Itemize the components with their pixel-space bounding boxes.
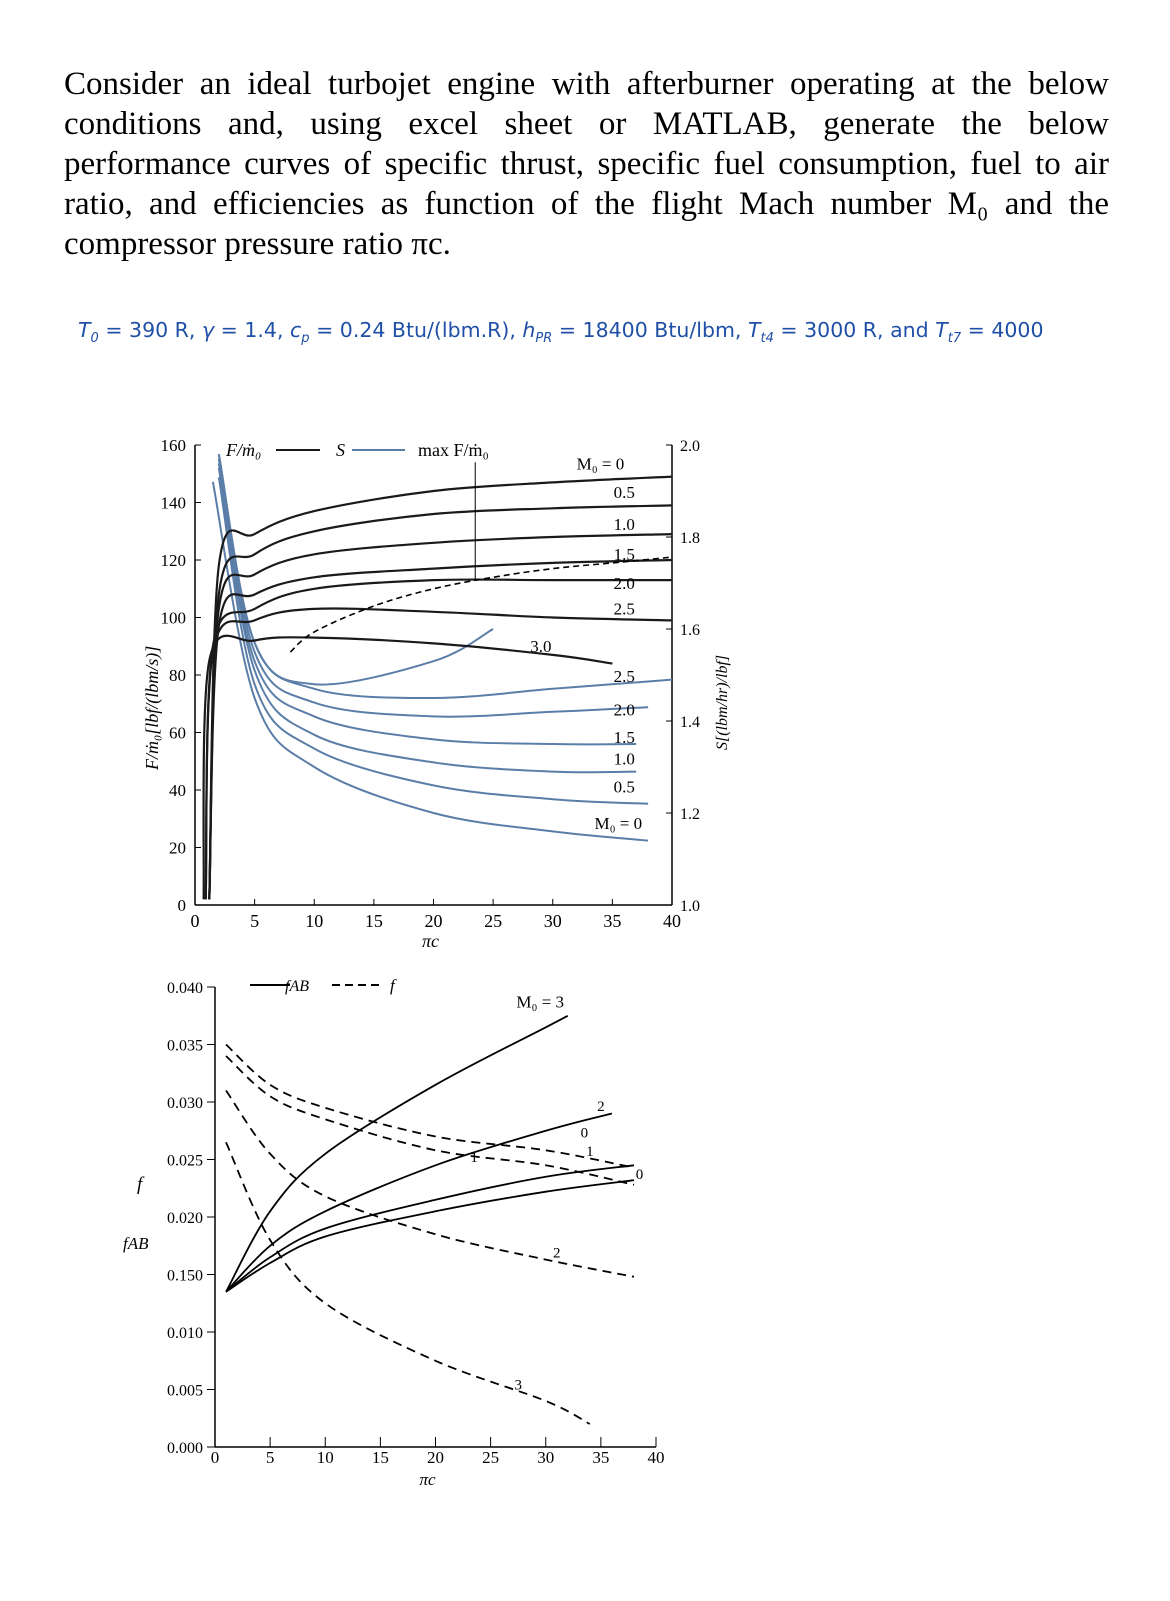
hpr-value: = 18400 Btu/lbm, xyxy=(558,318,742,342)
chart1-y2label: S[(lbm/hr)/lbf] xyxy=(714,654,731,750)
f-curve-label: 3 xyxy=(514,1377,522,1394)
chart1-y2tick-label: 1.6 xyxy=(680,622,700,639)
t0-value: = 390 R, xyxy=(105,318,196,342)
chart2-ylabel-fab: fAB xyxy=(123,1234,149,1253)
fab-curve xyxy=(226,1016,568,1292)
cp-symbol: $c_p$ xyxy=(290,318,310,347)
chart1-y2tick-label: 1.2 xyxy=(680,806,700,823)
cp-value: = 0.24 Btu/(lbm.R), xyxy=(316,318,516,342)
chart2-xtick-label: 30 xyxy=(537,1448,555,1467)
chart2-ylabel-f: f xyxy=(137,1174,143,1195)
chart2-ytick-label: 0.000 xyxy=(167,1440,203,1457)
chart2-curves xyxy=(226,1016,634,1424)
thrust-curve xyxy=(209,505,672,899)
problem-statement: Consider an ideal turbojet engine with afterburner operating at the below conditions and, using excel sheet or MATLAB, generate the below performance curves of specific thrust, specific fuel consumption, fuel to air ratio, and efficiencies as function of the flight Mach number M₀ and the compressor pressure ratio πc. xyxy=(64,66,1109,262)
operating-conditions xyxy=(78,318,1138,346)
chart1-ytick-label: 40 xyxy=(169,781,186,800)
chart1-xtick-label: 30 xyxy=(543,911,562,931)
chart1-y2tick-label: 2.0 xyxy=(680,438,700,455)
tt7-symbol: $T_{t7}$ xyxy=(935,318,962,347)
thrust-curve xyxy=(209,560,672,899)
thrust-sfc-chart xyxy=(0,420,1170,960)
chart1-ytick-label: 140 xyxy=(160,493,186,513)
chart2-xtick-label: 35 xyxy=(592,1448,610,1467)
chart1-ytick-label: 100 xyxy=(160,608,186,628)
chart1-xtick-label: 20 xyxy=(424,911,443,931)
f-curve-label: 2 xyxy=(553,1245,561,1262)
chart1-xtick-label: 10 xyxy=(305,911,324,931)
hpr-symbol: $h_{PR}$ xyxy=(522,318,553,347)
thrust-curve-label: 1.5 xyxy=(613,545,635,564)
chart1-xtick-label: 15 xyxy=(364,911,383,931)
chart1-xtick-label: 0 xyxy=(190,911,200,931)
thrust-curve xyxy=(204,636,613,900)
sfc-curve xyxy=(219,477,648,804)
chart2-xtick-label: 20 xyxy=(427,1448,444,1467)
chart1-y2tick-label: 1.4 xyxy=(680,714,700,731)
tt4-value: = 3000 R, and xyxy=(780,318,929,342)
chart1-ylabel: F/ṁ₀[lbf/(lbm/s)] xyxy=(142,645,162,770)
chart1-ytick-label: 120 xyxy=(160,551,186,570)
chart1-y2tick-label: 1.8 xyxy=(680,530,700,547)
chart2-ytick-label: 0.150 xyxy=(167,1267,203,1285)
chart1-ytick-label: 160 xyxy=(160,436,186,455)
tt4-symbol: $T_{t4}$ xyxy=(747,318,774,347)
sfc-curve-label: 1.0 xyxy=(613,749,635,769)
fab-curve-label: 0 xyxy=(635,1167,644,1184)
chart2-ytick-label: 0.040 xyxy=(167,980,203,997)
chart1-ytick-label: 80 xyxy=(169,666,186,685)
thrust-curve-label: M₀ = 0 xyxy=(576,454,625,474)
chart2-ytick-label: 0.025 xyxy=(167,1152,203,1170)
chart1-xtick-label: 35 xyxy=(603,911,622,931)
gamma-value: = 1.4, xyxy=(220,318,284,342)
thrust-curve-label: 2.5 xyxy=(613,599,635,619)
chart1-ytick-label: 0 xyxy=(177,896,186,915)
chart2-ytick-label: 0.035 xyxy=(167,1037,203,1055)
fuel-air-ratio-chart xyxy=(0,975,1170,1515)
fab-curve-label: 1 xyxy=(470,1149,478,1166)
chart2-xtick-label: 10 xyxy=(316,1448,334,1467)
fab-curve-label: M₀ = 3 xyxy=(516,992,565,1012)
fab-curve-label: 2 xyxy=(597,1099,605,1116)
sfc-curve-label: 2.5 xyxy=(613,666,635,686)
sfc-curve-label: 2.0 xyxy=(613,700,635,720)
sfc-curve-label: 1.5 xyxy=(613,728,635,748)
thrust-curve-label: 2.0 xyxy=(613,573,635,593)
thrust-curve-label: 0.5 xyxy=(613,483,635,503)
sfc-curve-label: 0.5 xyxy=(613,777,635,797)
chart2-ytick-label: 0.020 xyxy=(167,1210,203,1227)
f-curve xyxy=(226,1142,590,1424)
chart1-legend-max: max F/ṁ₀ xyxy=(418,440,489,460)
f-curve-label: 1 xyxy=(586,1144,594,1161)
sfc-curve-label: M₀ = 0 xyxy=(594,814,643,834)
chart1-xtick-label: 25 xyxy=(484,911,503,931)
chart2-axes xyxy=(207,985,656,1447)
chart2-xlabel: πc xyxy=(419,1470,436,1489)
thrust-curve-label: 1.0 xyxy=(613,514,635,534)
chart2-xtick-label: 25 xyxy=(482,1448,500,1467)
t0-symbol: $T_0$ xyxy=(78,318,99,347)
chart1-ytick-label: 60 xyxy=(169,723,186,743)
chart2-xtick-label: 5 xyxy=(265,1448,275,1467)
sfc-curve xyxy=(219,463,636,744)
chart1-legend-thrust: F/ṁ₀ xyxy=(226,440,262,460)
fab-curve xyxy=(226,1165,634,1292)
gamma-symbol: γ xyxy=(201,318,215,342)
chart2-legend-f: f xyxy=(390,976,395,995)
chart1-legend-sfc: S xyxy=(336,440,345,460)
f-curve-label: 0 xyxy=(580,1125,589,1142)
chart1-y2tick-label: 1.0 xyxy=(680,898,700,915)
chart2-labels xyxy=(123,976,665,1489)
chart2-xtick-label: 0 xyxy=(210,1448,220,1467)
chart2-ytick-label: 0.010 xyxy=(167,1325,203,1342)
thrust-curve xyxy=(206,608,672,899)
chart1-xtick-label: 5 xyxy=(250,911,260,931)
chart1-xtick-label: 40 xyxy=(663,911,681,931)
chart2-legend-fab: fAB xyxy=(285,978,309,995)
fab-curve xyxy=(226,1114,612,1292)
chart2-ytick-label: 0.030 xyxy=(167,1095,203,1112)
tt7-value: = 4000 xyxy=(967,318,1044,342)
f-curve xyxy=(226,1056,634,1185)
chart1-xlabel: πc xyxy=(421,931,440,951)
chart2-ytick-label: 0.005 xyxy=(167,1382,203,1400)
chart1-ytick-label: 20 xyxy=(169,838,186,858)
chart2-xtick-label: 40 xyxy=(647,1448,665,1467)
thrust-curve-label: 3.0 xyxy=(530,637,552,656)
chart2-xtick-label: 15 xyxy=(371,1448,389,1467)
fab-curve xyxy=(226,1180,634,1292)
f-curve xyxy=(226,1091,634,1277)
